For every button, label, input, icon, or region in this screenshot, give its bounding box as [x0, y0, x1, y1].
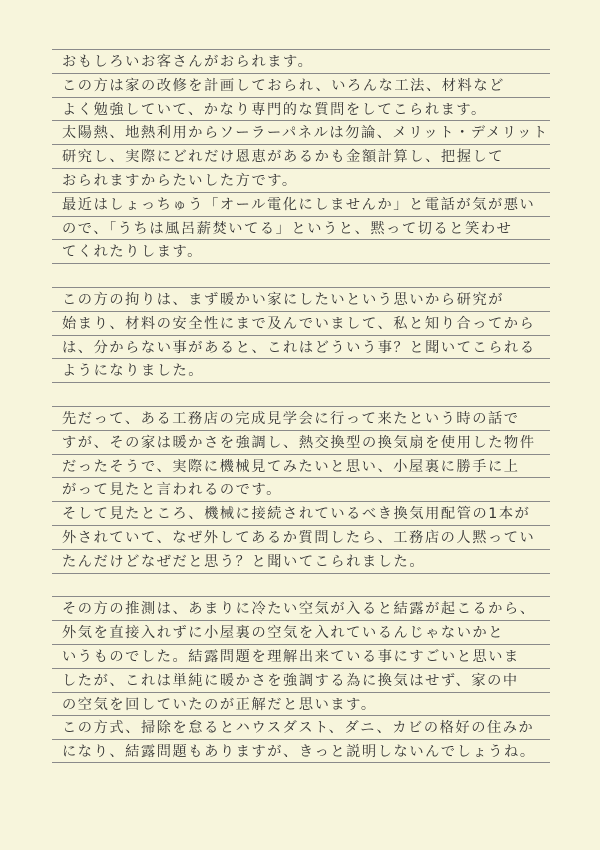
text-line: いうものでした。結露問題を理解出来ている事にすごいと思いま: [62, 648, 520, 665]
text-line: てくれたりします。: [62, 244, 203, 261]
text-line: すが、その家は暖かさを強調し、熱交換型の換気扇を使用した物件: [62, 434, 536, 451]
text-line: は、分からない事があると、これはどういう事？と聞いてこられる: [62, 339, 536, 356]
ruled-line: [52, 549, 550, 573]
ruled-line: [52, 263, 550, 287]
ruled-line: [52, 406, 550, 430]
text-line: 太陽熱、地熱利用からソーラーパネルは勿論、メリット・デメリット: [62, 125, 549, 142]
text-line: この方は家の改修を計画しておられ、いろんな工法、材料など: [62, 77, 505, 94]
ruled-line: [52, 525, 550, 549]
ruled-line: [52, 97, 550, 121]
ruled-line: [52, 573, 550, 597]
text-line: の空気を回していたのが正解だと思います。: [62, 696, 377, 713]
ruled-line: [52, 739, 550, 763]
text-line: おられますからたいした方です。: [62, 172, 298, 189]
ruled-line: [52, 501, 550, 525]
ruled-line: [52, 454, 550, 478]
ruled-line: [52, 620, 550, 644]
text-line: そして見たところ、機械に接続されているべき換気用配管の1本が: [62, 506, 531, 523]
text-line: だったそうで、実際に機械見てみたいと思い、小屋裏に勝手に上: [62, 458, 520, 475]
ruled-line: [52, 192, 550, 216]
ruled-line: [52, 477, 550, 501]
ruled-paper: [52, 49, 550, 763]
text-line: したが、これは単純に暖かさを強調する為に換気はせず、家の中: [62, 672, 519, 689]
text-line: この方式、掃除を怠るとハウスダスト、ダニ、カビの格好の住みか: [62, 720, 535, 737]
ruled-line: [52, 596, 550, 620]
ruled-line: [52, 715, 550, 739]
text-line: になり、結露問題もありますが、きっと説明しないんでしょうね。: [62, 744, 536, 761]
ruled-line: [52, 692, 550, 716]
ruled-line: [52, 311, 550, 335]
text-line: 最近はしょっちゅう「オール電化にしませんか」と電話が気が悪い: [62, 196, 536, 213]
ruled-line: [52, 73, 550, 97]
ruled-line: [52, 168, 550, 192]
text-line: 外気を直接入れずに小屋裏の空気を入れているんじゃないかと: [62, 625, 505, 642]
ruled-line: [52, 335, 550, 359]
text-line: ようになりました。: [62, 363, 205, 380]
text-line: その方の推測は、あまりに冷たい空気が入ると結露が起こるから、: [62, 601, 536, 618]
text-line: ので、「うちは風呂薪焚いてる」というと、黙って切ると笑わせ: [62, 220, 513, 237]
ruled-line: [52, 49, 550, 73]
text-line: 先だって、ある工務店の完成見学会に行って来たという時の話で: [62, 410, 520, 427]
text-line: がって見たと言われるのです。: [62, 482, 282, 499]
ruled-line: [52, 287, 550, 311]
ruled-line: [52, 239, 550, 263]
text-line: 外されていて、なぜ外してあるか質問したら、工務店の人黙ってい: [62, 529, 536, 546]
text-line: たんだけどなぜだと思う？と聞いてこられました。: [62, 553, 426, 570]
ruled-line: [52, 668, 550, 692]
ruled-line: [52, 430, 550, 454]
ruled-line: [52, 358, 550, 382]
text-line: 研究し、実際にどれだけ恩恵があるかも金額計算し、把握して: [62, 149, 505, 166]
text-line: 始まり、材料の安全性にまで及んでいまして、私と知り合ってから: [62, 315, 536, 332]
ruled-line: [52, 382, 550, 406]
ruled-line: [52, 644, 550, 668]
ruled-line: [52, 144, 550, 168]
text-line: この方の拘りは、まず暖かい家にしたいという思いから研究が: [62, 291, 505, 308]
text-line: おもしろいお客さんがおられます。: [62, 54, 314, 70]
text-line: よく勉強していて、かなり専門的な質問をしてこられます。: [62, 101, 487, 118]
ruled-line: [52, 216, 550, 240]
ruled-line: [52, 120, 550, 144]
